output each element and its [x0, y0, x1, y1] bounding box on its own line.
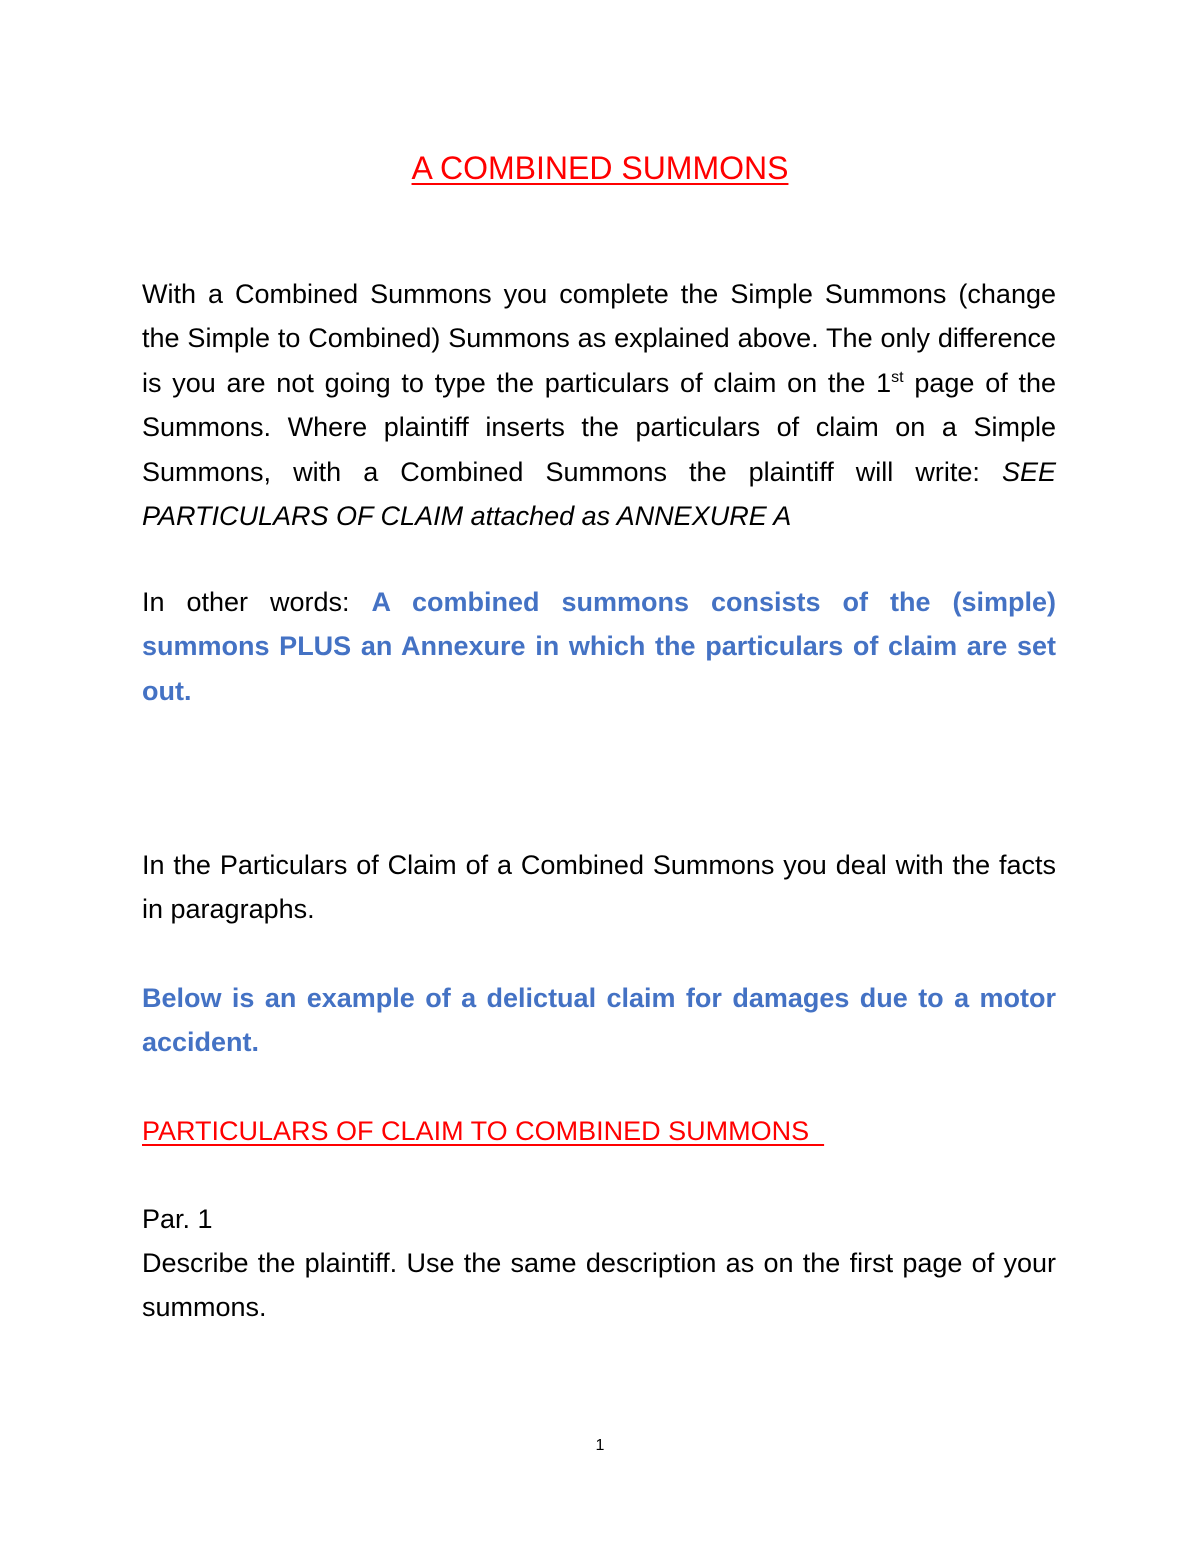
intro-paragraph [142, 272, 1056, 538]
particulars-intro-paragraph: In the Particulars of Claim of a Combined Summons you deal with the facts in paragraphs. [142, 850, 1056, 925]
paragraph-1-text: Describe the plaintiff. Use the same description as on the first page of your summons. [142, 1248, 1056, 1323]
intro-text-part2: page of the Summons. Where plaintiff inserts the particulars of claim on a Simple Summons, with a Combined Summons the plaintiff will write: [142, 367, 1056, 487]
page-number: 1 [595, 1437, 605, 1454]
paragraph-label: Par. 1 [142, 1204, 213, 1234]
combined-summons-definition: A combined summons consists of the (simple) summons PLUS an Annexure in which the particulars of claim are set out. [142, 587, 1056, 706]
document-title: A COMBINED SUMMONS [411, 150, 789, 186]
particulars-heading: PARTICULARS OF CLAIM TO COMBINED SUMMONS [142, 1116, 825, 1146]
intro-text-part1: With a Combined Summons you complete the Simple Summons (change the Simple to Combined) Summons as explained above. The only difference is you are not going to type the particulars of claim on the 1 [142, 279, 1056, 398]
ordinal-superscript: st [891, 368, 904, 386]
example-note: Below is an example of a delictual claim for damages due to a motor accident. [142, 983, 1056, 1058]
other-words-paragraph [142, 580, 1056, 713]
other-words-lead: In other words: [142, 587, 372, 617]
annexure-reference: SEE PARTICULARS OF CLAIM attached as ANNEXURE A [142, 456, 1056, 532]
